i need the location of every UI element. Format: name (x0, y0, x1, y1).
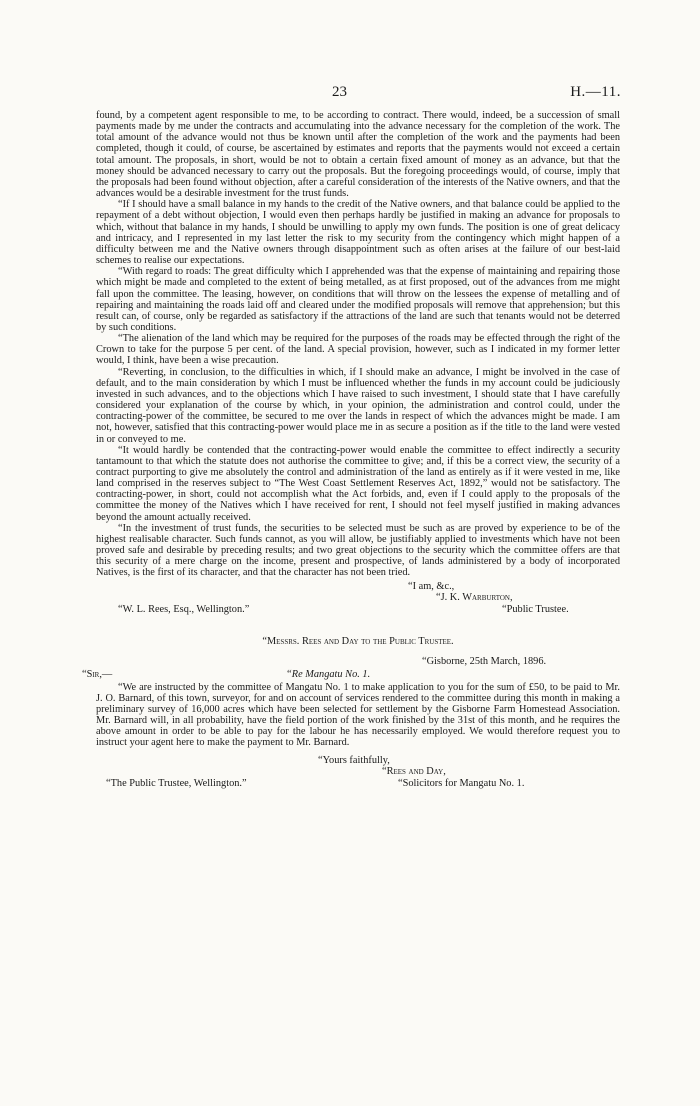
paragraph: “It would hardly be contended that the contracting-power would enable the committee to effect indirectly a security tantamount to that which the statute does not authorise the committee to give; and, if this be a correct view, the security of a contract purporting to give me absolutely the control and administration of the land as entirely as if it were vested in me, like land comprised in the reserves subject to “The West Coast Settlement Reserves Act, 1892,” would not be satisfactory. The contracting-power, in short, could not accomplish what the Act forbids, and, even if I could apply to the proposals of the committee the money of the Natives which I have received for rent, I should not feel myself justified in making advances beyond the amount actually received. (96, 444, 620, 523)
salutation: “Sir,— (82, 668, 113, 680)
paragraph: “In the investment of trust funds, the securities to be selected must be such as are proved by experience to be of the highest realisable character. Such funds cannot, as you will allow, be justifiably applied to investments which have not been proved safe and desirable by preceding results; and two great objections to the security which the committee offers are that this security of a mere charge on the income, present and prospective, of lands administered by a body of incorporated Natives, is the first of its character, and that the character has not been tried. (96, 522, 620, 579)
page-body (82, 110, 620, 799)
letter1-signature (96, 581, 620, 626)
addressee: “W. L. Rees, Esq., Wellington.” (118, 603, 250, 615)
page-number: 23 (332, 84, 347, 100)
place-date-row (96, 656, 620, 669)
signer-name: “J. K. Warburton, (436, 591, 513, 603)
salutation-row (82, 668, 620, 682)
letter2-signature (96, 755, 620, 799)
signer-title: “Public Trustee. (502, 603, 569, 615)
subject: “Re Mangatu No. 1. (286, 668, 371, 680)
place-date: “Gisborne, 25th March, 1896. (422, 655, 547, 667)
paragraph: found, by a competent agent responsible to me, to be according to contract. There would, indeed, be a succession of small payments made by me under the contracts and accumulating into the advance necessary for the completion of the work. The total amount of the advance would not thus be known until after the completion of the work and the payments had been completed, though it could, of course, be ascertained by estimates and reports that the payments would not exceed a certain total amount. The proposals, in short, would be not to obtain a certain fixed amount of money as an advance, but that the money should be advanced necessary to carry out the proposals. But the foregoing proceedings would, of course, imply that the proposals had been found without objection, after a careful consideration of the interests of the Native owners, and that the advances would be a desirable investment for the trust funds. (96, 110, 620, 200)
paragraph: “We are instructed by the committee of Mangatu No. 1 to make application to you for the sum of £50, to be paid to Mr. J. O. Barnard, of this town, surveyor, for and on account of services rendered to the committee during this month in making a preliminary survey of 16,000 acres which have been selected for settlement by the Gisborne Farm Homestead Association. Mr. Barnard will, in all probability, have the field portion of the work finished by the 31st of this month, and he requires the above amount in order to be able to pay for the labour he has necessarily employed. We would therefore request you to instruct your agent here to make the payment to Mr. Barnard. (96, 681, 620, 749)
addressee: “The Public Trustee, Wellington.” (106, 777, 247, 789)
document-reference: H.—11. (570, 84, 621, 100)
letter2-heading: “Messrs. Rees and Day to the Public Trustee. (262, 635, 454, 647)
closing: “Yours faithfully, (318, 754, 390, 766)
paragraph: “With regard to roads: The great difficulty which I apprehended was that the expense of maintaining and repairing those which might be made and completed to the extent of being metalled, as at first proposed, out of the advances from me might fall upon the committee. The leasing, however, on conditions that will throw on the lessees the expense of metalling and of repairing and maintaining the roads laid off and cleared under the modified proposals will remove that apprehension; but this result can, of course, only be regarded as satisfactory if the attractions of the land are such that tenants would not be deterred by such conditions. (96, 266, 620, 333)
signer-title: “Solicitors for Mangatu No. 1. (398, 777, 525, 789)
paragraph: “If I should have a small balance in my hands to the credit of the Native owners, and that balance could be applied to the repayment of a debt without objection, I would even then perhaps hardly be justified in making an advance for proposals to which, without that balance in my hands, I should be unwilling to apply my own funds. The position is one of great delicacy and intricacy, and I represented in my last letter the risk to my security from the contingency which might happen of a difficulty between me and the Native owners through disappointment such as often arises at the failure of our best-laid schemes to realise our expectations. (96, 199, 620, 267)
signer-name: “Rees and Day, (382, 765, 446, 777)
closing: “I am, &c., (408, 580, 455, 592)
page-header (0, 84, 700, 104)
paragraph: “The alienation of the land which may be required for the purposes of the roads may be effected through the right of the Crown to take for the purpose 5 per cent. of the land. A special provision, however, such as I indicated in my former letter would, I think, have been a wise precaution. (96, 333, 620, 367)
paragraph: “Reverting, in conclusion, to the difficulties in which, if I should make an advance, I might be involved in the case of default, and to the main consideration by which I must be influenced whether the funds in my account could be judiciously invested in such advances, and to the objections which I have raised to such investment, I should state that I have carefully considered your explanation of the course by which, in your opinion, the administration and control could, under the contracting-power of the committee, be secured to me over the lands in respect of which the advances might be made. I am not, however, satisfied that this contracting-power would place me in as secure a position as if the title to the land were vested in or conveyed to me. (96, 366, 620, 445)
